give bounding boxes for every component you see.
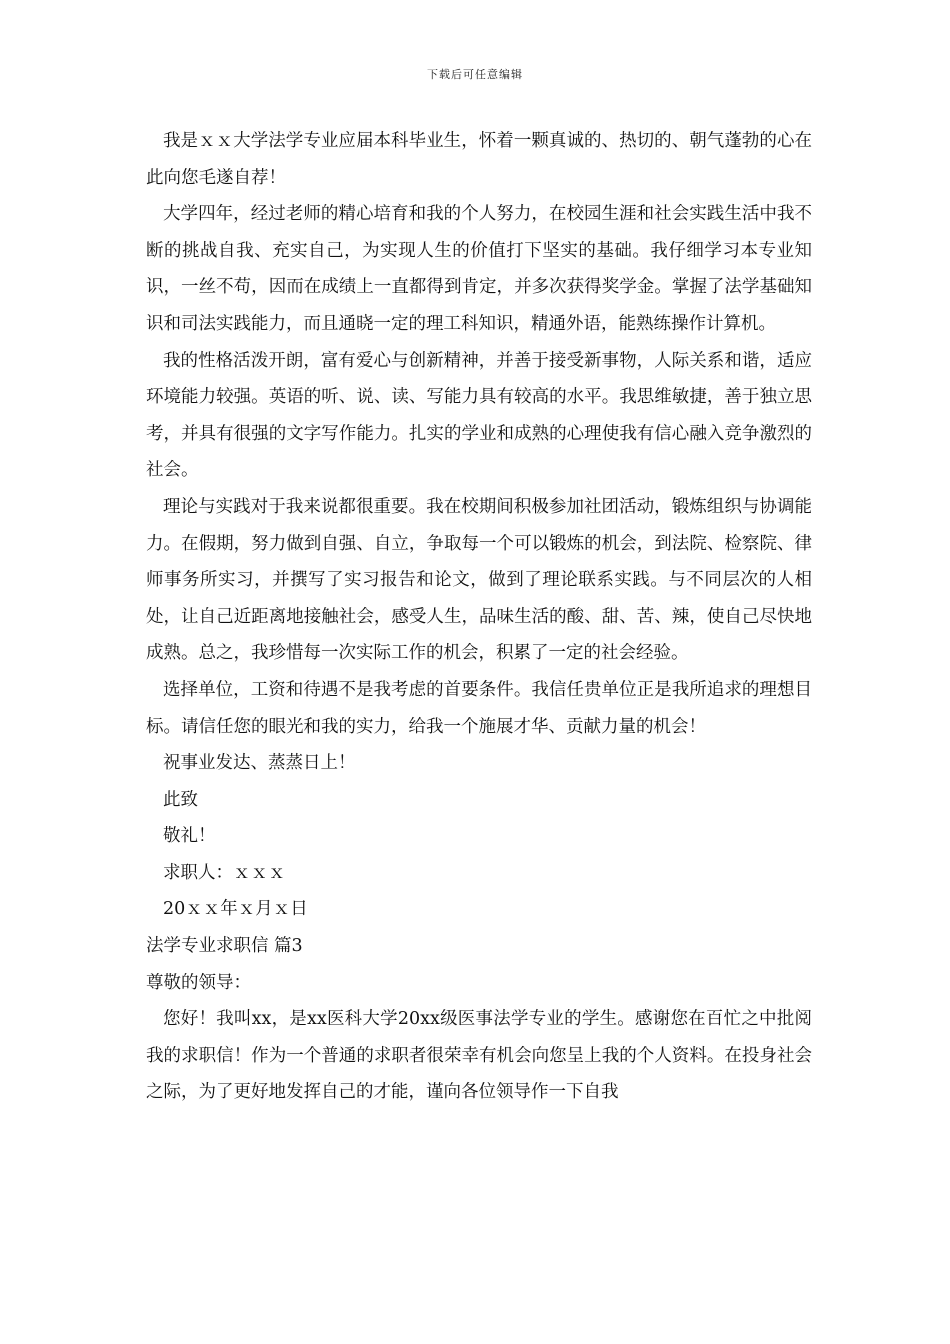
section-title: 法学专业求职信 篇3: [146, 936, 303, 957]
paragraph-choice: 选择单位，工资和待遇不是我考虑的首要条件。我信任贵单位正是我所追求的理想目标。请信任您的眼光和我的实力，给我一个施展才华、贡献力量的机会！: [146, 679, 812, 737]
paragraph-greeting: 您好！我叫xx，是xx医科大学20xx级医事法学专业的学生。感谢您在百忙之中批阅我的求职信！作为一个普通的求职者很荣幸有机会向您呈上我的个人资料。在投身社会之际，为了更好地发挥自己的才能，谨向各位领导作一下自我: [146, 1009, 812, 1103]
date-line: 20ｘｘ年ｘ月ｘ日: [163, 899, 308, 920]
document-body: [146, 123, 812, 1111]
wish-line: 祝事业发达、蒸蒸日上！: [163, 753, 356, 774]
paragraph-university: 大学四年，经过老师的精心培育和我的个人努力，在校园生涯和社会实践生活中我不断的挑战自我、充实自己，为实现人生的价值打下坚实的基础。我仔细学习本专业知识，一丝不苟，因而在成绩上一直都得到肯定，并多次获得奖学金。掌握了法学基础知识和司法实践能力，而且通晓一定的理工科知识，精通外语，能熟练操作计算机。: [146, 204, 812, 334]
paragraph-intro: 我是ｘｘ大学法学专业应届本科毕业生，怀着一颗真诚的、热切的、朝气蓬勃的心在此向您毛遂自荐！: [146, 131, 812, 188]
page-header: 下载后可任意编辑: [427, 68, 523, 81]
closing-line-1: 此致: [163, 789, 198, 810]
salutation-line: 尊敬的领导：: [146, 972, 251, 993]
applicant-line: 求职人：ｘｘｘ: [163, 862, 286, 883]
paragraph-practice: 理论与实践对于我来说都很重要。我在校期间积极参加社团活动，锻炼组织与协调能力。在假期，努力做到自强、自立，争取每一个可以锻炼的机会，到法院、检察院、律师事务所实习，并撰写了实习报告和论文，做到了理论联系实践。与不同层次的人相处，让自己近距离地接触社会，感受人生，品味生活的酸、甜、苦、辣，使自己尽快地成熟。总之，我珍惜每一次实际工作的机会，积累了一定的社会经验。: [146, 496, 812, 664]
closing-line-2: 敬礼！: [163, 826, 216, 847]
paragraph-personality: 我的性格活泼开朗，富有爱心与创新精神，并善于接受新事物，人际关系和谐，适应环境能力较强。英语的听、说、读、写能力具有较高的水平。我思维敏捷，善于独立思考，并具有很强的文字写作能力。扎实的学业和成熟的心理使我有信心融入竞争激烈的社会。: [146, 350, 812, 481]
